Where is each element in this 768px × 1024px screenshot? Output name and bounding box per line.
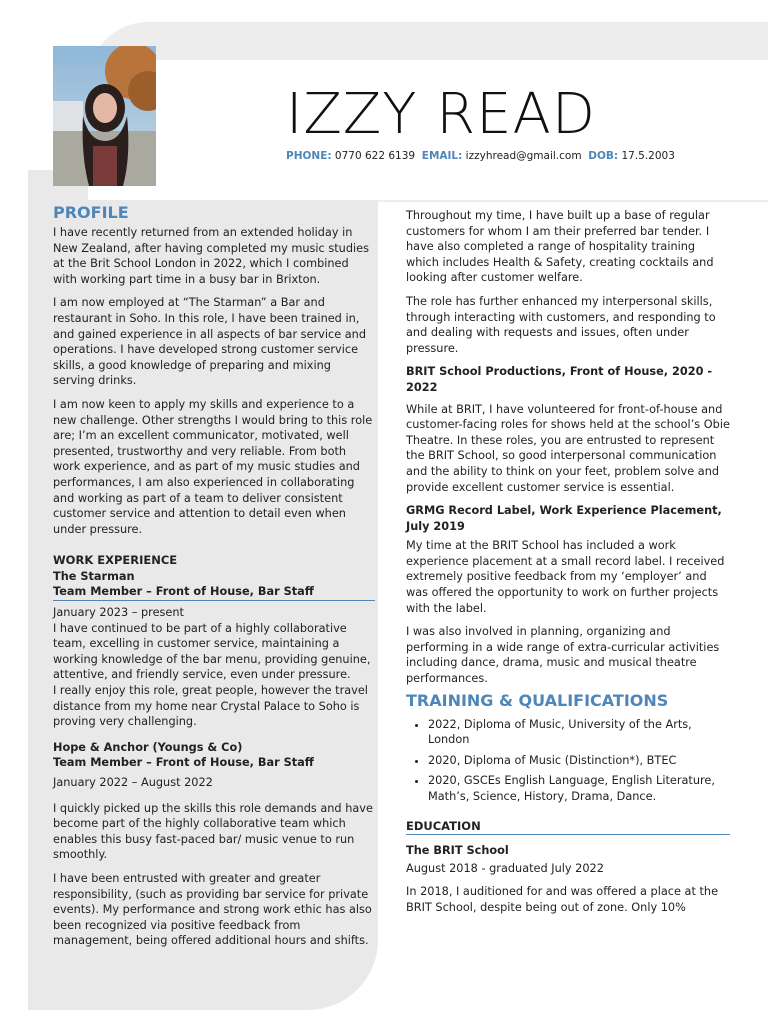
phone-label: PHONE: (286, 150, 332, 162)
left-column (53, 203, 375, 957)
profile-paragraph: I have recently returned from an extended holiday in New Zealand, after having completed my music studies at the Brit School London in 2022, which I combined with working part time in a busy bar in Brixton. (53, 226, 369, 286)
candidate-name: IZZY READ (286, 82, 596, 147)
email-value: izzyhread@gmail.com (465, 150, 582, 162)
job-title: Team Member – Front of House, Bar Staff (53, 756, 314, 770)
dob-value: 17.5.2003 (621, 150, 675, 162)
contact-line (286, 150, 675, 162)
grmg-paragraph: My time at the BRIT School has included a work experience placement at a small record label. I received extremely positive feedback from my ‘employer’ and was offered the opportunity to work on further projects with the label. (406, 539, 725, 615)
training-item: • 2020, GSCEs English Language, English Literature, Math’s, Science, History, Drama, Dance. (428, 773, 730, 804)
training-item: • 2020, Diploma of Music (Distinction*), BTEC (428, 753, 730, 769)
training-list (406, 717, 730, 805)
right-column (406, 208, 730, 924)
profile-heading: PROFILE (53, 203, 129, 222)
job-paragraph: I have continued to be part of a highly collaborative team, excelling in customer service, maintaining a working knowledge of the bar menu, providing genuine, attentive, and friendly service, even under pressure. (53, 621, 371, 682)
job-dates: January 2023 – present (53, 606, 184, 620)
education-dates: August 2018 - graduated July 2022 (406, 861, 604, 875)
job-paragraph: I really enjoy this role, great people, however the travel distance from my home near Crystal Palace to Soho is proving very challenging. (53, 684, 368, 729)
profile-paragraph: I am now employed at “The Starman” a Bar and restaurant in Soho. In this role, I have been trained in, and gained experience in all aspects of bar service and operations. I have developed strong customer service skills, a good knowledge of preparing and mixing serving drinks. (53, 296, 366, 388)
profile-paragraph: I am now keen to apply my skills and experience to a new challenge. Other strengths I would bring to this role are; I’m an excellent communicator, motivated, well presented, trustworthy and very reliable. From both work experience, and as part of my music studies and performances, I am also experienced in collaborating and working as part of a team to deliver consistent customer service and attention to detail even when under pressure. (53, 397, 373, 536)
grmg-heading: GRMG Record Label, Work Experience Placement, July 2019 (406, 504, 722, 533)
brit-productions-paragraph: While at BRIT, I have volunteered for front-of-house and customer-facing roles for shows held at the school’s Obie Theatre. In these roles, you are entrusted to represent the BRIT School, so good interpersonal communication and the ability to think on your feet, problem solve and provide excellent customer service is essential. (406, 402, 730, 494)
phone-value: 0770 622 6139 (334, 150, 416, 162)
job-dates: January 2022 – August 2022 (53, 776, 213, 789)
dob-label: DOB: (588, 150, 619, 162)
job-paragraph: The role has further enhanced my interpersonal skills, through interacting with customers, and responding to and dealing with requests and issues, often under pressure. (406, 294, 716, 355)
employer-name: Hope & Anchor (Youngs & Co) (53, 740, 243, 754)
grmg-paragraph: I was also involved in planning, organizing and performing in a wide range of extra-curricular activities including dance, drama, music and musical theatre performances. (406, 625, 720, 686)
school-name: The BRIT School (406, 844, 509, 858)
job-title: Team Member – Front of House, Bar Staff (53, 584, 375, 601)
profile-photo (53, 46, 156, 186)
education-heading: EDUCATION (406, 819, 730, 836)
training-heading: TRAINING & QUALIFICATIONS (406, 690, 669, 710)
employer-name: The Starman (53, 569, 135, 583)
training-item: • 2022, Diploma of Music, University of the Arts, London (428, 717, 730, 748)
job-paragraph: I have been entrusted with greater and greater responsibility, (such as providing bar service for private events). My performance and strong work ethic has also been recognized via positive feedback from management, being offered additional hours and shifts. (53, 871, 372, 948)
brit-productions-heading: BRIT School Productions, Front of House, 2020 - 2022 (406, 365, 713, 394)
job-paragraph: I quickly picked up the skills this role demands and have become part of the highly collaborative team which enables this busy fast-paced bar/ music venue to run smoothly. (53, 801, 373, 862)
email-label: EMAIL: (421, 150, 463, 162)
job-paragraph: Throughout my time, I have built up a base of regular customers for whom I am their preferred bar tender. I have also completed a range of hospitality training which includes Health & Safety, creating cocktails and looking after customer welfare. (406, 209, 714, 285)
work-experience-heading: WORK EXPERIENCE (53, 553, 178, 568)
education-paragraph: In 2018, I auditioned for and was offered a place at the BRIT School, despite being out of zone. Only 10% (406, 885, 719, 914)
